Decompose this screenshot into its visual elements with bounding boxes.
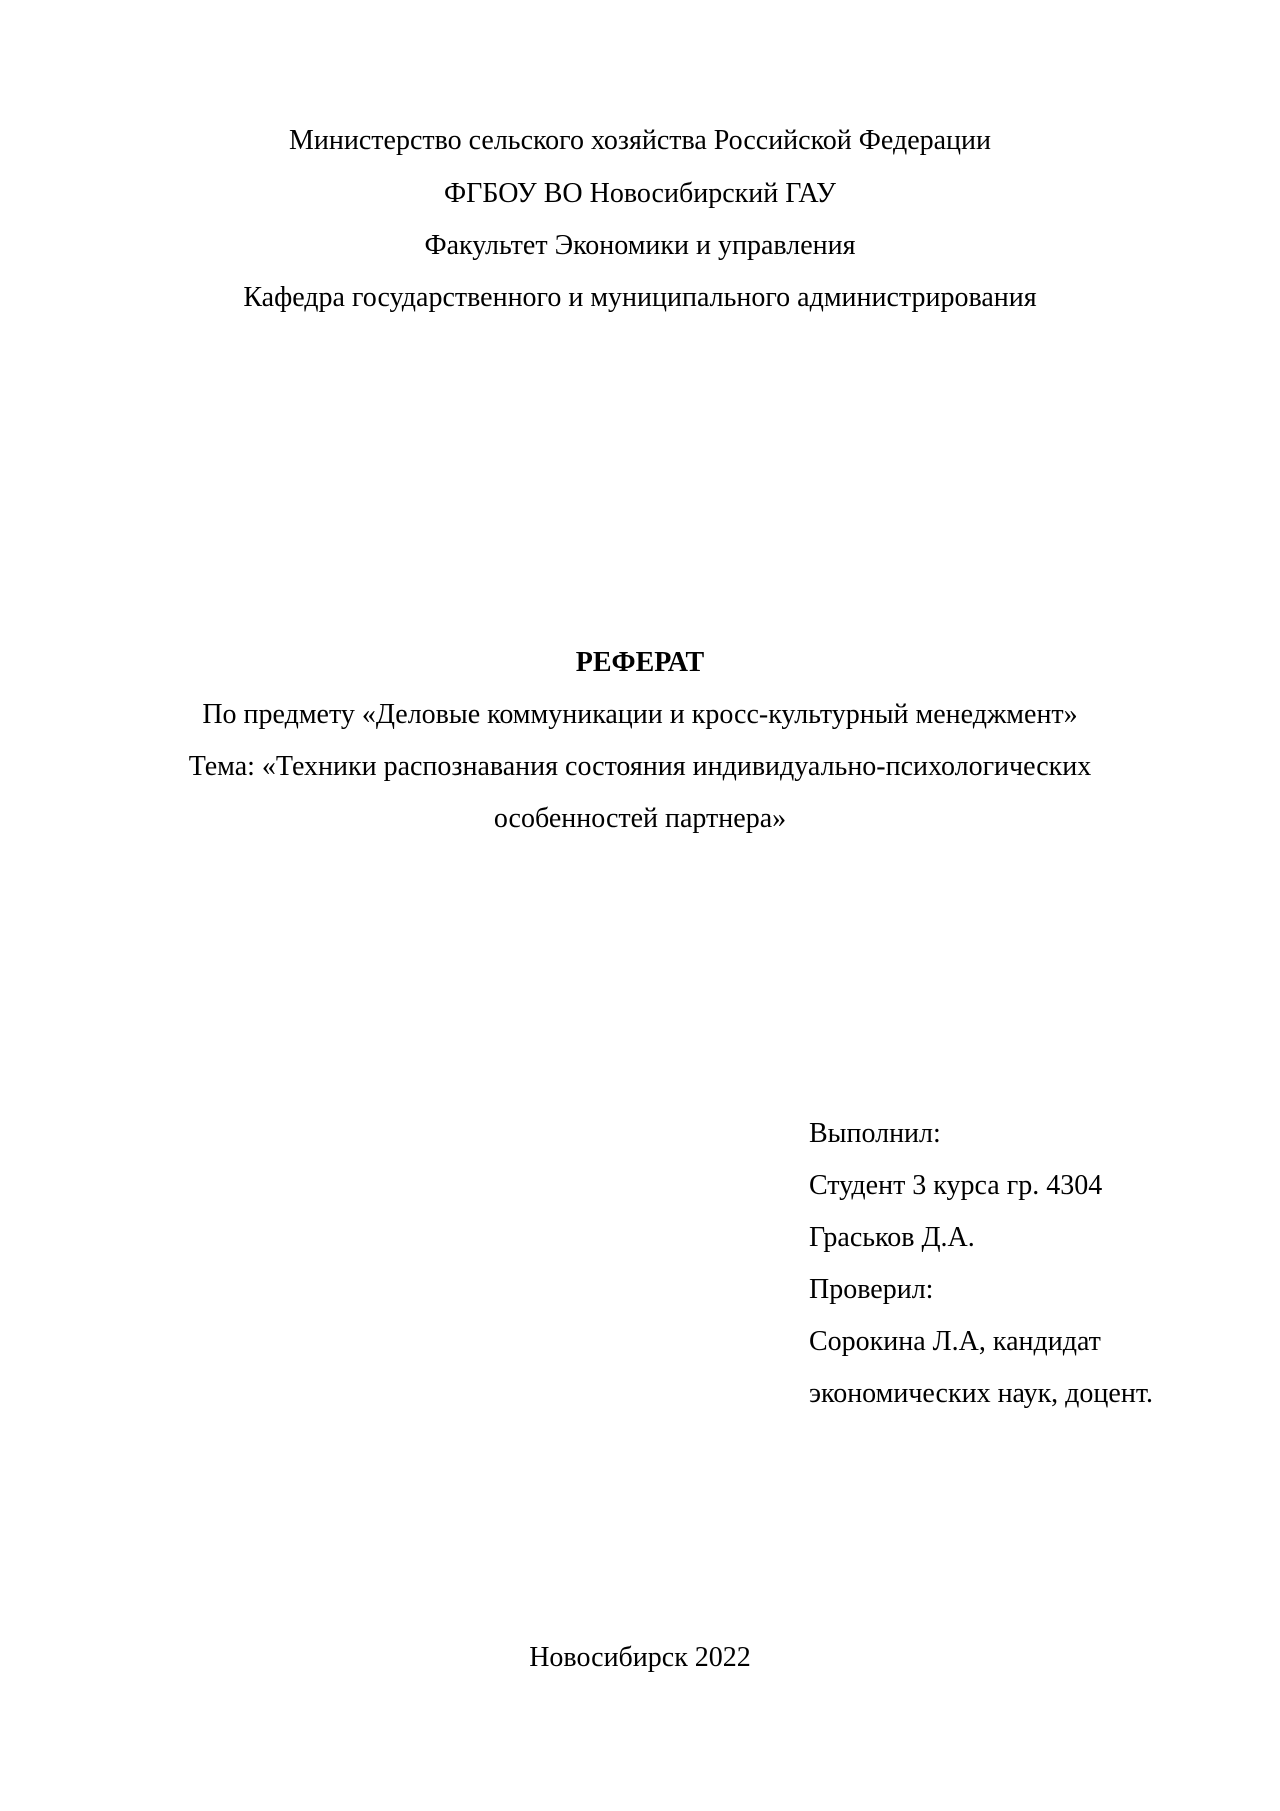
university-name: ФГБОУ ВО Новосибирский ГАУ: [444, 178, 836, 209]
topic-line-1: Тема: «Техники распознавания состояния индивидуально-психологических: [188, 751, 1092, 782]
student-info: Студент 3 курса гр. 4304: [809, 1170, 1103, 1201]
topic-line-2: особенностей партнера»: [493, 803, 787, 834]
faculty-name: Факультет Экономики и управления: [424, 230, 856, 261]
student-name: Граськов Д.А.: [809, 1222, 975, 1253]
document-type-heading: РЕФЕРАТ: [575, 647, 705, 678]
checker-degree-line: экономических наук, доцент.: [809, 1378, 1153, 1409]
ministry-name: Министерство сельского хозяйства Российской Федерации: [289, 125, 991, 156]
department-name: Кафедра государственного и муниципального администрирования: [243, 282, 1037, 313]
checker-name-line: Сорокина Л.А, кандидат: [809, 1326, 1101, 1357]
subject-line: По предмету «Деловые коммуникации и кросс-культурный менеджмент»: [202, 699, 1078, 730]
city-year: Новосибирск 2022: [529, 1642, 751, 1673]
performed-by-label: Выполнил:: [809, 1118, 941, 1149]
checked-by-label: Проверил:: [809, 1274, 934, 1305]
